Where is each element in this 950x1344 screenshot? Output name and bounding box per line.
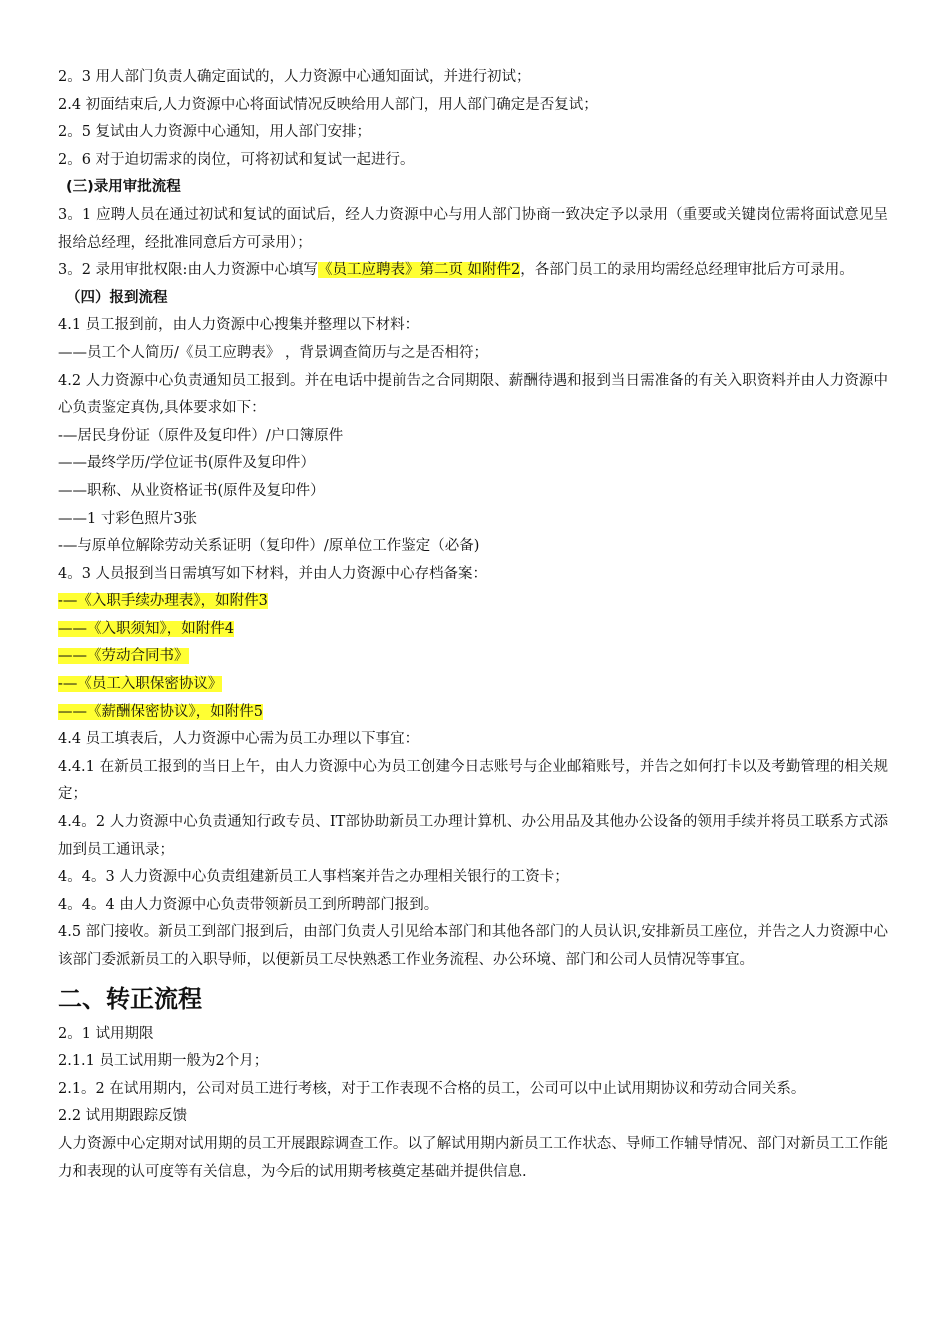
highlighted-list-item: ——《入职须知》，如附件4 bbox=[58, 620, 234, 637]
paragraph: 2.1。2 在试用期内，公司对员工进行考核，对于工作表现不合格的员工，公司可以中止试用期协议和劳动合同关系。 bbox=[58, 1080, 806, 1097]
paragraph: 2。6 对于迫切需求的岗位，可将初试和复试一起进行。 bbox=[58, 151, 415, 168]
section-heading-onboarding: （四）报到流程 bbox=[66, 289, 168, 306]
paragraph: 4.4。2 人力资源中心负责通知行政专员、IT部协助新员工办理计算机、办公用品及其他办公设备的领用手续并将员工联系方式添加到员工通讯录； bbox=[58, 814, 888, 858]
paragraph: 2。1 试用期限 bbox=[58, 1025, 154, 1042]
paragraph: 4.5 部门接收。新员工到部门报到后，由部门负责人引见给本部门和其他各部门的人员认识,安排新员工座位，并告之人力资源中心该部门委派新员工的入职导师，以便新员工尽快熟悉工作业务流程、办公环境、部门和公司人员情况等事宜。 bbox=[58, 924, 888, 968]
highlighted-list-item: -—《入职手续办理表》，如附件3 bbox=[58, 593, 268, 610]
paragraph: 2.2 试用期跟踪反馈 bbox=[58, 1108, 188, 1125]
paragraph: 4。4。4 由人力资源中心负责带领新员工到所聘部门报到。 bbox=[58, 896, 439, 913]
paragraph: 4。3 人员报到当日需填写如下材料，并由人力资源中心存档备案： bbox=[58, 565, 488, 582]
paragraph: 2。3 用人部门负责人确定面试的，人力资源中心通知面试，并进行初试； bbox=[58, 69, 531, 85]
paragraph: 4.1 员工报到前，由人力资源中心搜集并整理以下材料： bbox=[58, 317, 420, 334]
text-span: ，各部门员工的录用均需经总经理审批后方可录用。 bbox=[520, 262, 854, 279]
section-heading-approval: (三)录用审批流程 bbox=[66, 179, 181, 196]
highlighted-list-item: ——《薪酬保密协议》，如附件5 bbox=[58, 703, 263, 720]
paragraph: 4。4。3 人力资源中心负责组建新员工人事档案并告之办理相关银行的工资卡； bbox=[58, 869, 569, 886]
list-item: -—居民身份证（原件及复印件）/户口簿原件 bbox=[58, 427, 344, 444]
paragraph-approval-authority bbox=[58, 257, 888, 285]
paragraph: 2.1.1 员工试用期一般为2个月； bbox=[58, 1053, 269, 1070]
paragraph: 4.2 人力资源中心负责通知员工报到。并在电话中提前告之合同期限、薪酬待遇和报到当日需准备的有关入职资料并由人力资源中心负责鉴定真伪,具体要求如下： bbox=[58, 372, 888, 417]
document-page bbox=[58, 64, 888, 1186]
paragraph: 4.4.1 在新员工报到的当日上午，由人力资源中心为员工创建今日志账号与企业邮箱账号，并告之如何打卡以及考勤管理的相关规定； bbox=[58, 758, 888, 803]
list-item: ——1 寸彩色照片3张 bbox=[58, 510, 198, 527]
paragraph: 人力资源中心定期对试用期的员工开展跟踪调查工作。以了解试用期内新员工工作状态、导师工作辅导情况、部门对新员工工作能力和表现的认可度等有关信息，为今后的试用期考核奠定基础并提供信息. bbox=[58, 1135, 888, 1180]
highlighted-list-item: ——《劳动合同书》 bbox=[58, 648, 189, 665]
list-item: ——职称、从业资格证书(原件及复印件） bbox=[58, 482, 325, 499]
highlighted-list-item: -—《员工入职保密协议》 bbox=[58, 676, 223, 693]
highlighted-reference: 《员工应聘表》第二页 如附件2 bbox=[317, 262, 521, 279]
paragraph: 3。1 应聘人员在通过初试和复试的面试后，经人力资源中心与用人部门协商一致决定予以录用（重要或关键岗位需将面试意见呈报给总经理，经批准同意后方可录用）； bbox=[58, 206, 888, 251]
list-item: ——最终学历/学位证书(原件及复印件） bbox=[58, 455, 316, 472]
chapter-heading-probation: 二、转正流程 bbox=[58, 984, 202, 1013]
list-item: ——员工个人简历/《员工应聘表》 ，背景调查简历与之是否相符； bbox=[58, 344, 488, 361]
paragraph: 4.4 员工填表后，人力资源中心需为员工办理以下事宜： bbox=[58, 731, 420, 748]
text-span: 3。2 录用审批权限:由人力资源中心填写 bbox=[58, 262, 318, 279]
list-item: -—与原单位解除劳动关系证明（复印件）/原单位工作鉴定（必备) bbox=[58, 538, 480, 555]
paragraph: 2。5 复试由人力资源中心通知，用人部门安排； bbox=[58, 124, 372, 141]
paragraph: 2.4 初面结束后,人力资源中心将面试情况反映给用人部门，用人部门确定是否复试； bbox=[58, 96, 598, 113]
